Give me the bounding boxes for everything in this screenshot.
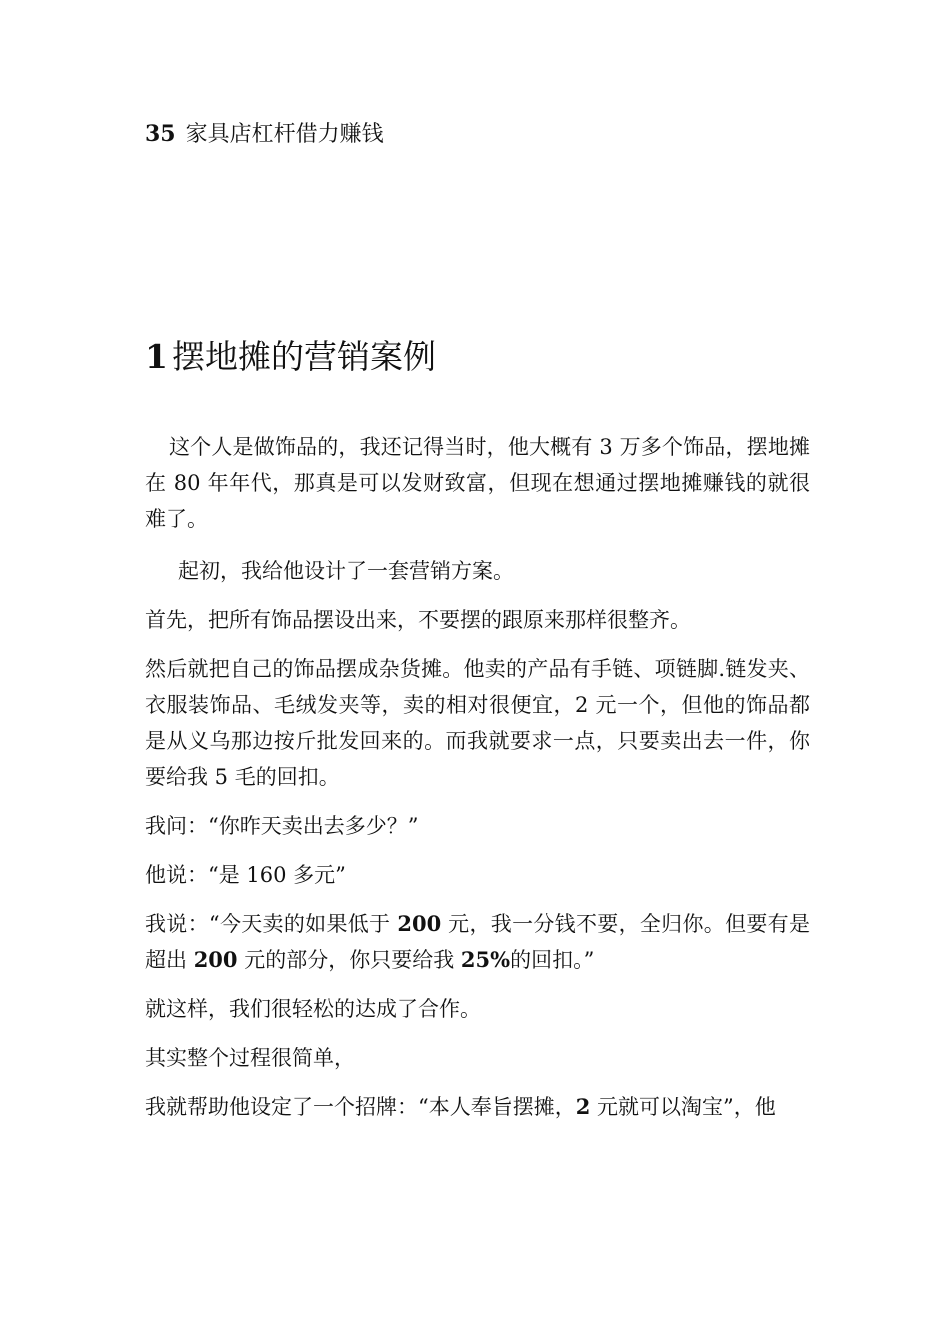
section-title: 摆地摊的营销案例 — [171, 337, 436, 376]
offer-amount-2: 200 — [193, 947, 238, 972]
sign-text-1: 我就帮助他设定了一个招牌：“本人奉旨摆摊， — [145, 1095, 576, 1119]
paragraph-question: 我问：“你昨天卖出去多少？” — [145, 814, 419, 838]
offer-text-3: 元的部分，你只要给我 — [237, 948, 461, 972]
paragraph-offer — [145, 906, 810, 978]
body-text — [145, 429, 810, 1138]
paragraph-then: 然后就把自己的饰品摆成杂货摊。他卖的产品有手链、项链脚.链发夹、衣服装饰品、毛绒发夹等，卖的相对很便宜，2 元一个，但他的饰品都是从义乌那边按斤批发回来的。而我就要求一点，只要卖出去一件，你要给我 5 毛的回扣。 — [145, 657, 810, 789]
paragraph-intro: 这个人是做饰品的，我还记得当时，他大概有 3 万多个饰品，摆地摊在 80 年年代，那真是可以发财致富，但现在想通过摆地摊赚钱的就很难了。 — [145, 435, 810, 531]
section-number: 1 — [145, 337, 168, 376]
offer-percent: 25% — [460, 947, 511, 972]
paragraph-sign — [145, 1089, 810, 1125]
toc-entry-title: 家具店杠杆借力赚钱 — [185, 122, 384, 147]
toc-entry — [145, 118, 384, 151]
paragraph-simple: 其实整个过程很简单， — [145, 1046, 355, 1070]
paragraph-answer: 他说：“是 160 多元” — [145, 863, 346, 887]
offer-amount-1: 200 — [397, 911, 442, 936]
offer-text-2: 元，我一分钱不要，全归你。但要有是超出 — [145, 912, 810, 972]
offer-text-1: 我说：“今天卖的如果低于 — [145, 912, 398, 936]
sign-text-2: 元就可以淘宝”，他 — [590, 1095, 776, 1119]
paragraph-deal: 就这样，我们很轻松的达成了合作。 — [145, 997, 481, 1021]
sign-price: 2 — [575, 1094, 591, 1119]
toc-entry-number: 35 — [145, 121, 176, 147]
paragraph-plan: 起初，我给他设计了一套营销方案。 — [178, 559, 514, 583]
paragraph-first: 首先，把所有饰品摆设出来，不要摆的跟原来那样很整齐。 — [145, 608, 691, 632]
offer-text-4: 的回扣。” — [510, 948, 595, 972]
section-heading — [145, 335, 436, 379]
